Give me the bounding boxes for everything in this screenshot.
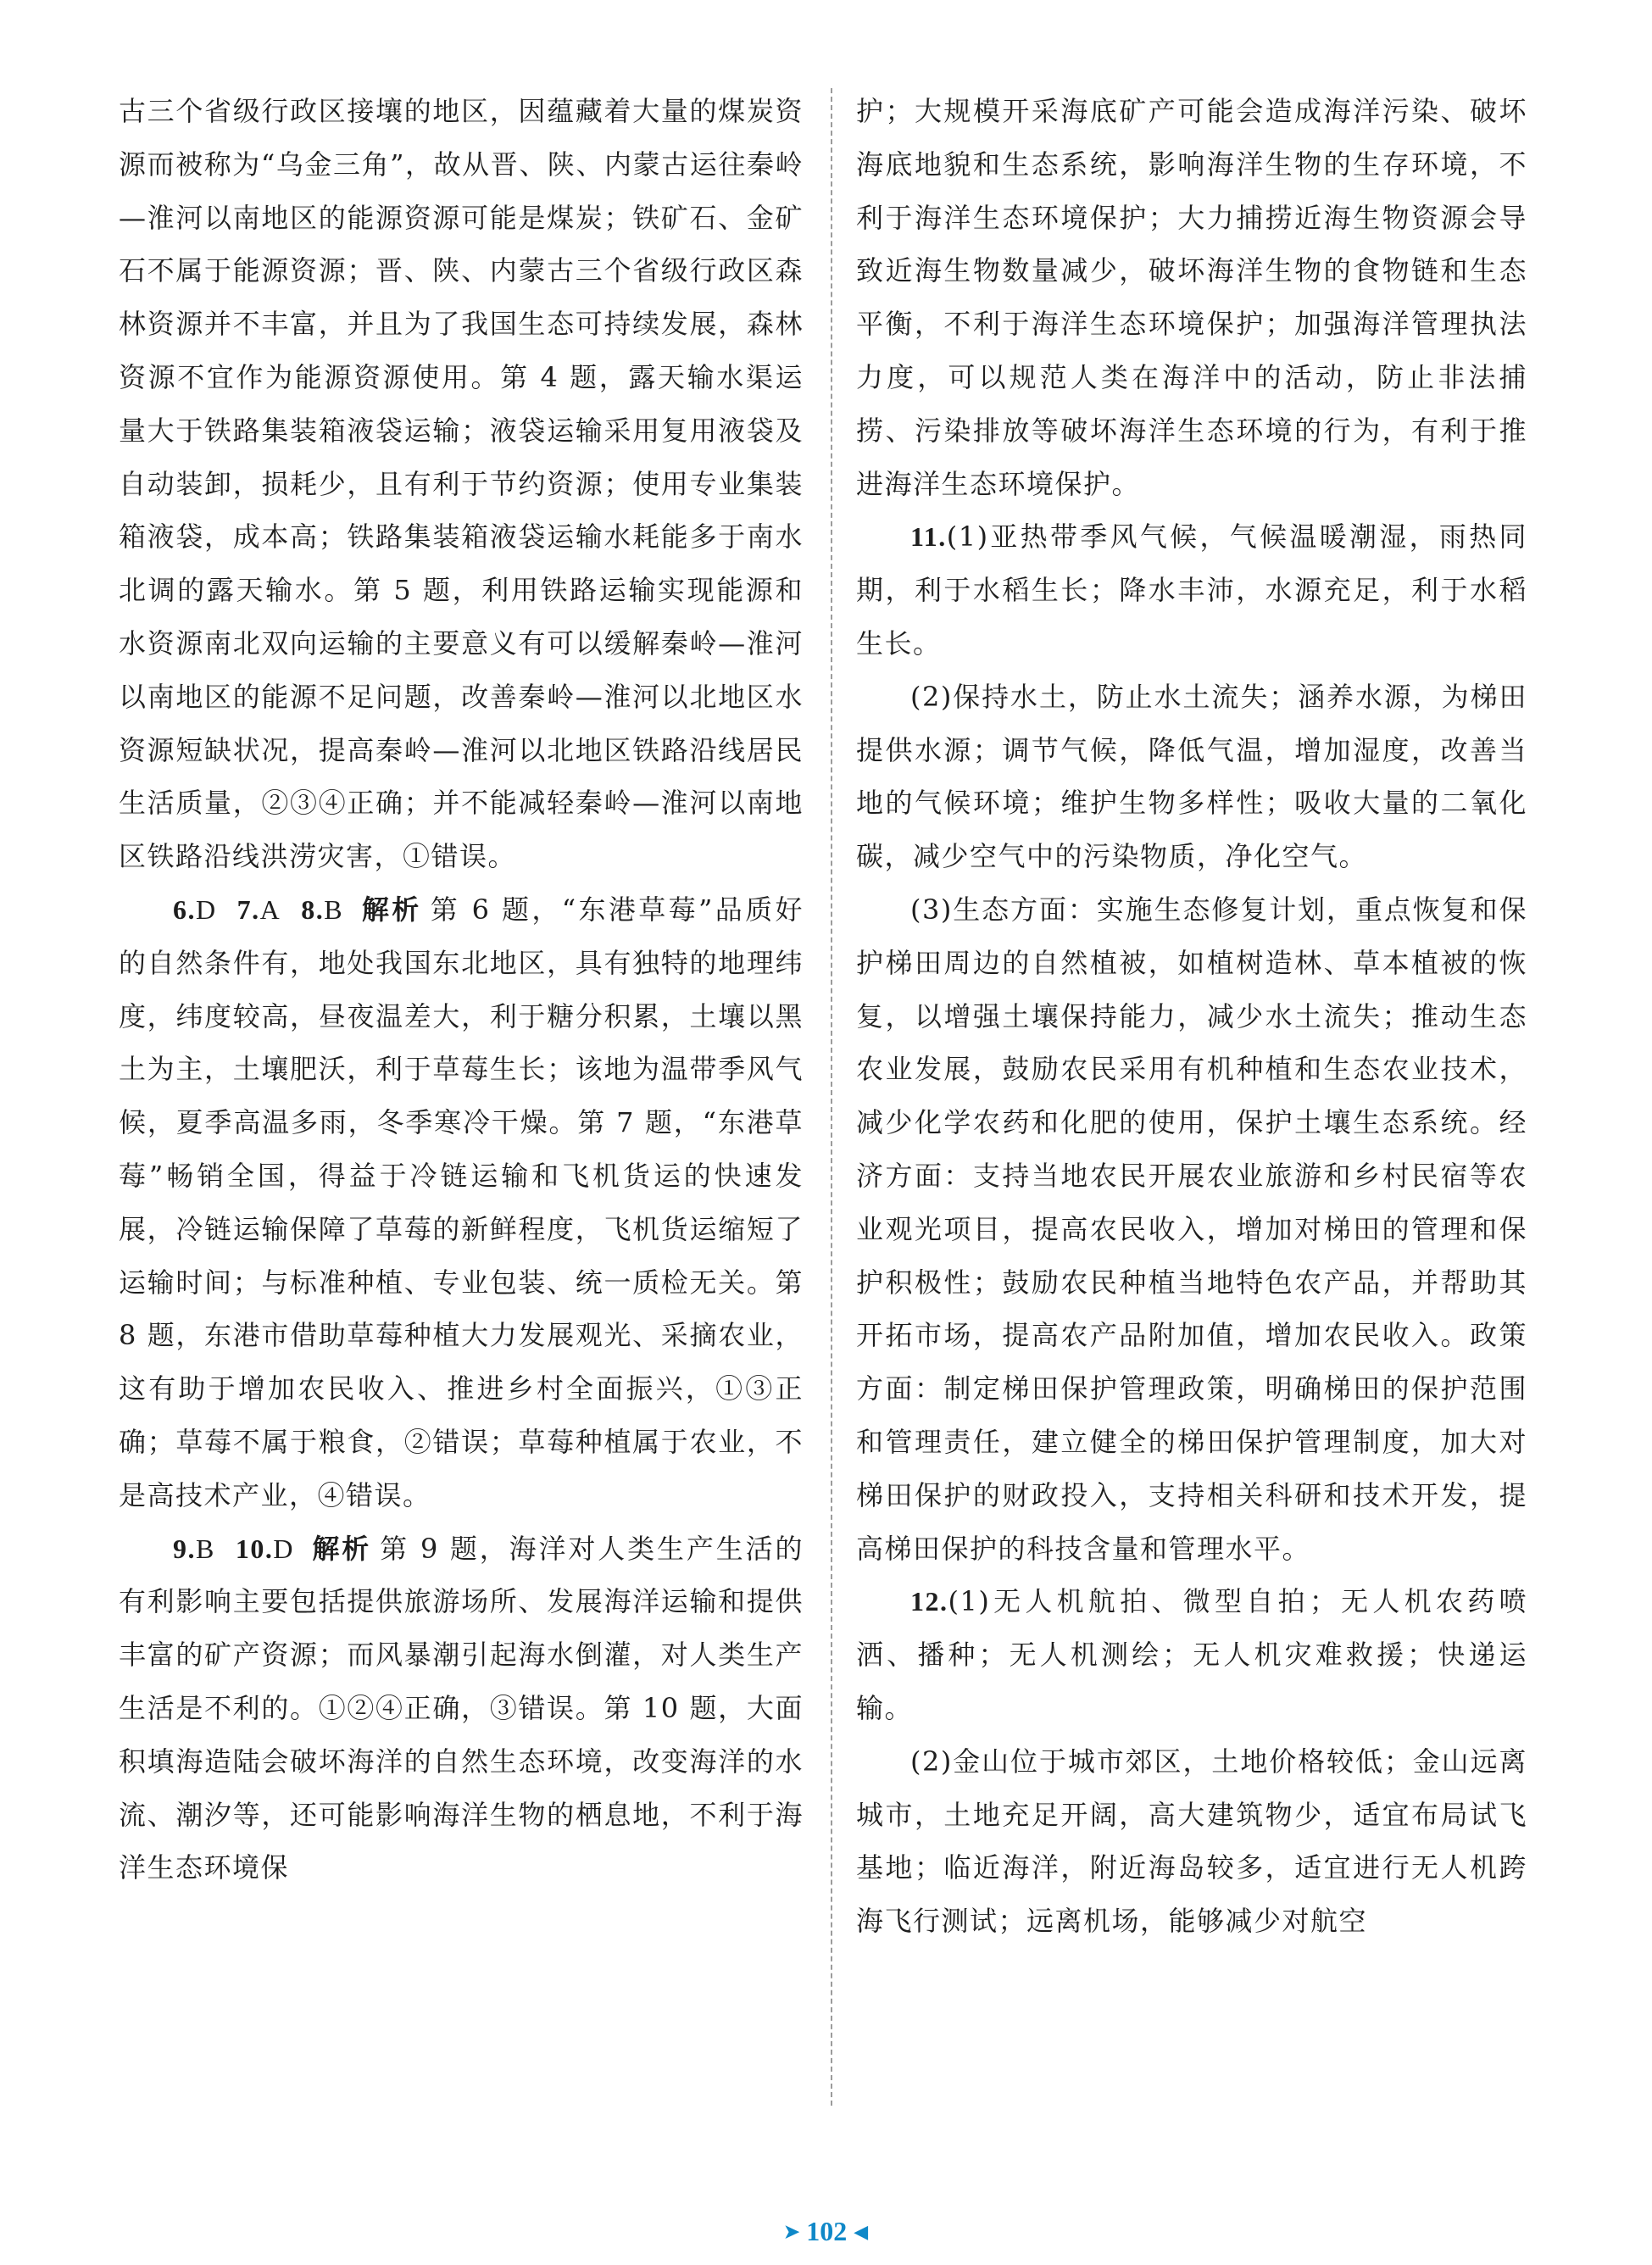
question-number-8: 8.	[301, 893, 325, 925]
column-divider	[831, 88, 832, 2106]
paragraph-continued: 护；大规模开采海底矿产可能会造成海洋污染、破坏海底地貌和生态系统，影响海洋生物的生存环境，不利于海洋生态环境保护；大力捕捞近海生物资源会导致近海生物数量减少，破坏海洋生物的食物链和生态平衡，不利于海洋生态环境保护；加强海洋管理执法力度，可以规范人类在海洋中的活动，防止非法捕捞、污染排放等破坏海洋生态环境的行为，有利于推进海洋生态环境保护。	[856, 95, 1527, 500]
answer-7: A	[259, 893, 281, 925]
question-number-12: 12.	[910, 1586, 948, 1617]
right-column	[856, 85, 1527, 1948]
left-column	[119, 85, 804, 1895]
answer-text: (1)无人机航拍、微型自拍；无人机农药喷洒、播种；无人机测绘；无人机灾难救援；快递运输。	[856, 1585, 1527, 1724]
page-number: 102	[806, 2216, 848, 2246]
left-arrow-icon: ◀	[854, 2221, 869, 2242]
answer-block-9-10	[119, 1522, 804, 1895]
question-number-9: 9.	[173, 1533, 196, 1564]
question-number-7: 7.	[236, 893, 260, 925]
analysis-text: 第 9 题，海洋对人类生产生活的有利影响主要包括提供旅游场所、发展海洋运输和提供丰富的矿产资源；而风暴潮引起海水倒灌，对人类生产生活是不利的。①②④正确，③错误。第 10 题，大面积填海造陆会破坏海洋的自然生态环境，改变海洋的水流、潮汐等，还可能影响海洋生物的栖息地，不利于海洋生态环境保	[119, 1532, 804, 1884]
answer-8: B	[324, 893, 344, 925]
analysis-label: 解析	[360, 893, 422, 926]
question-number-11: 11.	[910, 521, 947, 553]
answer-9: B	[196, 1533, 215, 1564]
question-number-6: 6.	[173, 893, 196, 925]
answer-block-12-part1	[856, 1575, 1527, 1734]
analysis-label: 解析	[310, 1532, 372, 1565]
answer-6: D	[196, 893, 217, 925]
right-arrow-icon: ➤	[783, 2221, 800, 2242]
page-footer	[0, 2216, 1652, 2247]
answer-block-11-part1	[856, 510, 1527, 670]
question-number-10: 10.	[235, 1533, 274, 1564]
answer-block-12-part2: (2)金山位于城市郊区，土地价格较低；金山远离城市，土地充足开阔，高大建筑物少，适宜布局试飞基地；临近海洋，附近海岛较多，适宜进行无人机跨海飞行测试；远离机场，能够减少对航空	[856, 1745, 1527, 1938]
paragraph-continued: 古三个省级行政区接壤的地区，因蕴藏着大量的煤炭资源而被称为“乌金三角”，故从晋、陕、内蒙古运往秦岭—淮河以南地区的能源资源可能是煤炭；铁矿石、金矿石不属于能源资源；晋、陕、内蒙古三个省级行政区森林资源并不丰富，并且为了我国生态可持续发展，森林资源不宜作为能源资源使用。第 4 题，露天输水渠运量大于铁路集装箱液袋运输；液袋运输采用复用液袋及自动装卸，损耗少，且有利于节约资源；使用专业集装箱液袋，成本高；铁路集装箱液袋运输水耗能多于南水北调的露天输水。第 5 题，利用铁路运输实现能源和水资源南北双向运输的主要意义有可以缓解秦岭—淮河以南地区的能源不足问题，改善秦岭—淮河以北地区水资源短缺状况，提高秦岭—淮河以北地区铁路沿线居民生活质量，②③④正确；并不能减轻秦岭—淮河以南地区铁路沿线洪涝灾害，①错误。	[119, 95, 804, 873]
answer-block-11-part3: (3)生态方面：实施生态修复计划，重点恢复和保护梯田周边的自然植被，如植树造林、草本植被的恢复，以增强土壤保持能力，减少水土流失；推动生态农业发展，鼓励农民采用有机种植和生态农业技术，减少化学农药和化肥的使用，保护土壤生态系统。经济方面：支持当地农民开展农业旅游和乡村民宿等农业观光项目，提高农民收入，增加对梯田的管理和保护积极性；鼓励农民种植当地特色农产品，并帮助其开拓市场，提高农产品附加值，增加农民收入。政策方面：制定梯田保护管理政策，明确梯田的保护范围和管理责任，建立健全的梯田保护管理制度，加大对梯田保护的财政投入，支持相关科研和技术开发，提高梯田保护的科技含量和管理水平。	[856, 893, 1527, 1565]
answer-block-11-part2: (2)保持水土，防止水土流失；涵养水源，为梯田提供水源；调节气候，降低气温，增加湿度，改善当地的气候环境；维护生物多样性；吸收大量的二氧化碳，减少空气中的污染物质，净化空气。	[856, 680, 1527, 873]
answer-block-6-8	[119, 883, 804, 1522]
answer-10: D	[273, 1533, 294, 1564]
answer-text: (1)亚热带季风气候，气候温暖潮湿，雨热同期，利于水稻生长；降水丰沛，水源充足，利于水稻生长。	[856, 520, 1527, 659]
analysis-text: 第 6 题，“东港草莓”品质好的自然条件有，地处我国东北地区，具有独特的地理纬度，纬度较高，昼夜温差大，利于糖分积累，土壤以黑土为主，土壤肥沃，利于草莓生长；该地为温带季风气候，夏季高温多雨，冬季寒冷干燥。第 7 题，“东港草莓”畅销全国，得益于冷链运输和飞机货运的快速发展，冷链运输保障了草莓的新鲜程度，飞机货运缩短了运输时间；与标准种植、专业包装、统一质检无关。第 8 题，东港市借助草莓种植大力发展观光、采摘农业，这有助于增加农民收入、推进乡村全面振兴，①③正确；草莓不属于粮食，②错误；草莓种植属于农业，不是高技术产业，④错误。	[119, 893, 804, 1511]
